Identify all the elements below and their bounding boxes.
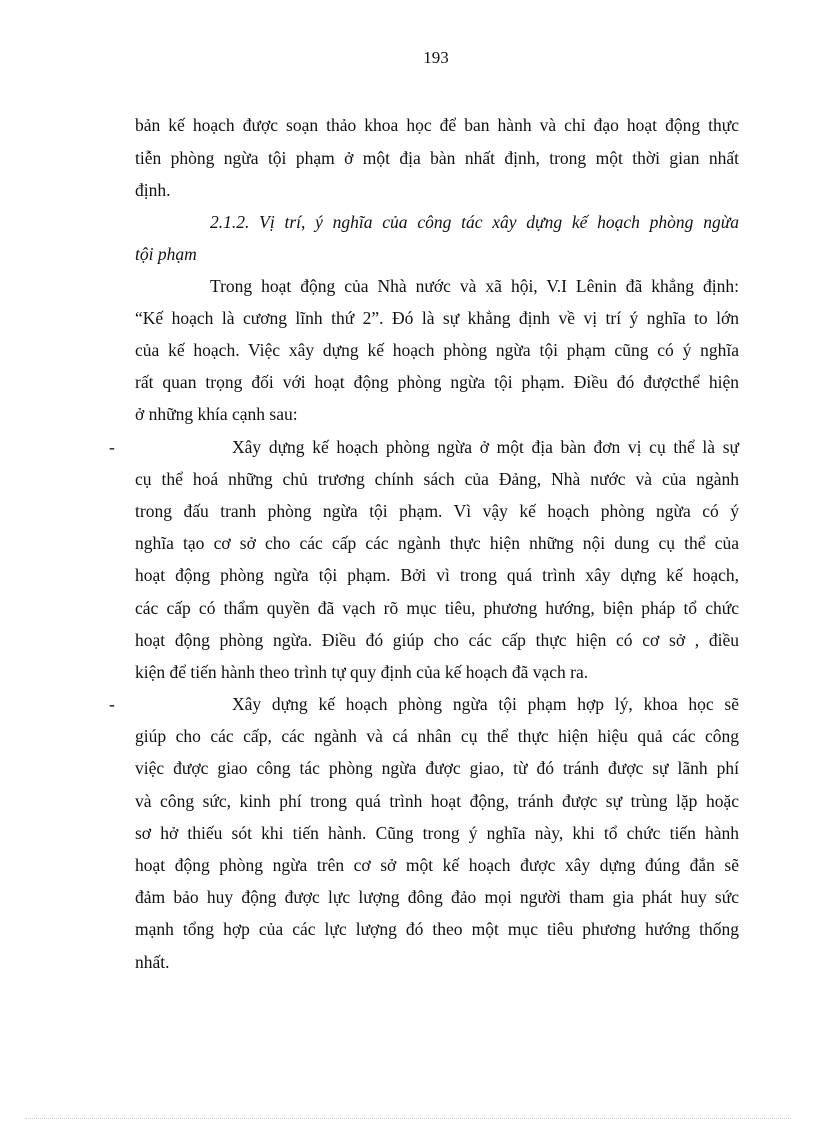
page-bottom-rule [25, 1118, 791, 1119]
bullet-1-line-7: hoạt động phòng ngừa. Điều đó giúp cho các cấp thực hiện có cơ sở , điều [135, 630, 739, 650]
bullet-2-line-4: và công sức, kinh phí trong quá trình hoạt động, tránh được sự trùng lặp hoặc [135, 791, 739, 811]
paragraph-2-line-1: Trong hoạt động của Nhà nước và xã hội, V.I Lênin đã khẳng định: [210, 276, 739, 296]
paragraph-2-line-5: ở những khía cạnh sau: [135, 404, 298, 424]
bullet-2-line-3: việc được giao công tác phòng ngừa được giao, từ đó tránh được sự lãnh phí [135, 758, 739, 778]
paragraph-1-line-1: bản kế hoạch được soạn thảo khoa học để ban hành và chỉ đạo hoạt động thực [135, 115, 739, 135]
bullet-1-line-5: hoạt động phòng ngừa tội phạm. Bởi vì trong quá trình xây dựng kế hoạch, [135, 565, 739, 585]
bullet-2-line-8: mạnh tổng hợp của các lực lượng đó theo một mục tiêu phương hướng thống [135, 919, 739, 939]
bullet-1-line-8: kiện để tiến hành theo trình tự quy định của kế hoạch đã vạch ra. [135, 662, 589, 682]
bullet-1-line-4: nghĩa tạo cơ sở cho các cấp các ngành thực hiện những nội dung cụ thể của [135, 533, 739, 553]
bullet-2-marker: - [109, 694, 115, 714]
page-number: 193 [423, 48, 449, 67]
bullet-1-line-1: Xây dựng kế hoạch phòng ngừa ở một địa bàn đơn vị cụ thể là sự [232, 437, 739, 457]
bullet-1-line-6: các cấp có thẩm quyền đã vạch rõ mục tiêu, phương hướng, biện pháp tổ chức [135, 598, 739, 618]
section-heading-line-1: 2.1.2. Vị trí, ý nghĩa của công tác xây dựng kế hoạch phòng ngừa [210, 212, 739, 232]
bullet-1-line-3: trong đấu tranh phòng ngừa tội phạm. Vì vậy kế hoạch phòng ngừa có ý [135, 501, 739, 521]
bullet-2-line-1: Xây dựng kế hoạch phòng ngừa tội phạm hợp lý, khoa học sẽ [232, 694, 739, 714]
bullet-2-line-9: nhất. [135, 952, 170, 972]
paragraph-2-line-3: của kế hoạch. Việc xây dựng kế hoạch phòng ngừa tội phạm cũng có ý nghĩa [135, 340, 739, 360]
bullet-1-line-2: cụ thể hoá những chủ trương chính sách của Đảng, Nhà nước và của ngành [135, 469, 739, 489]
bullet-2-line-6: hoạt động phòng ngừa trên cơ sở một kế hoạch được xây dựng đúng đắn sẽ [135, 855, 739, 875]
paragraph-2-line-2: “Kế hoạch là cương lĩnh thứ 2”. Đó là sự khẳng định về vị trí ý nghĩa to lớn [135, 308, 739, 328]
section-heading-line-2: tội phạm [135, 244, 197, 264]
bullet-2-line-7: đảm bảo huy động được lực lượng đông đảo mọi người tham gia phát huy sức [135, 887, 739, 907]
paragraph-1-line-2: tiễn phòng ngừa tội phạm ở một địa bàn nhất định, trong một thời gian nhất [135, 148, 739, 168]
bullet-2-line-2: giúp cho các cấp, các ngành và cá nhân cụ thể thực hiện hiệu quả các công [135, 726, 739, 746]
bullet-2-line-5: sơ hở thiếu sót khi tiến hành. Cũng trong ý nghĩa này, khi tổ chức tiến hành [135, 823, 739, 843]
paragraph-1-line-3: định. [135, 180, 171, 200]
bullet-1-marker: - [109, 437, 115, 457]
paragraph-2-line-4: rất quan trọng đối với hoạt động phòng ngừa tội phạm. Điều đó đượcthể hiện [135, 372, 739, 392]
